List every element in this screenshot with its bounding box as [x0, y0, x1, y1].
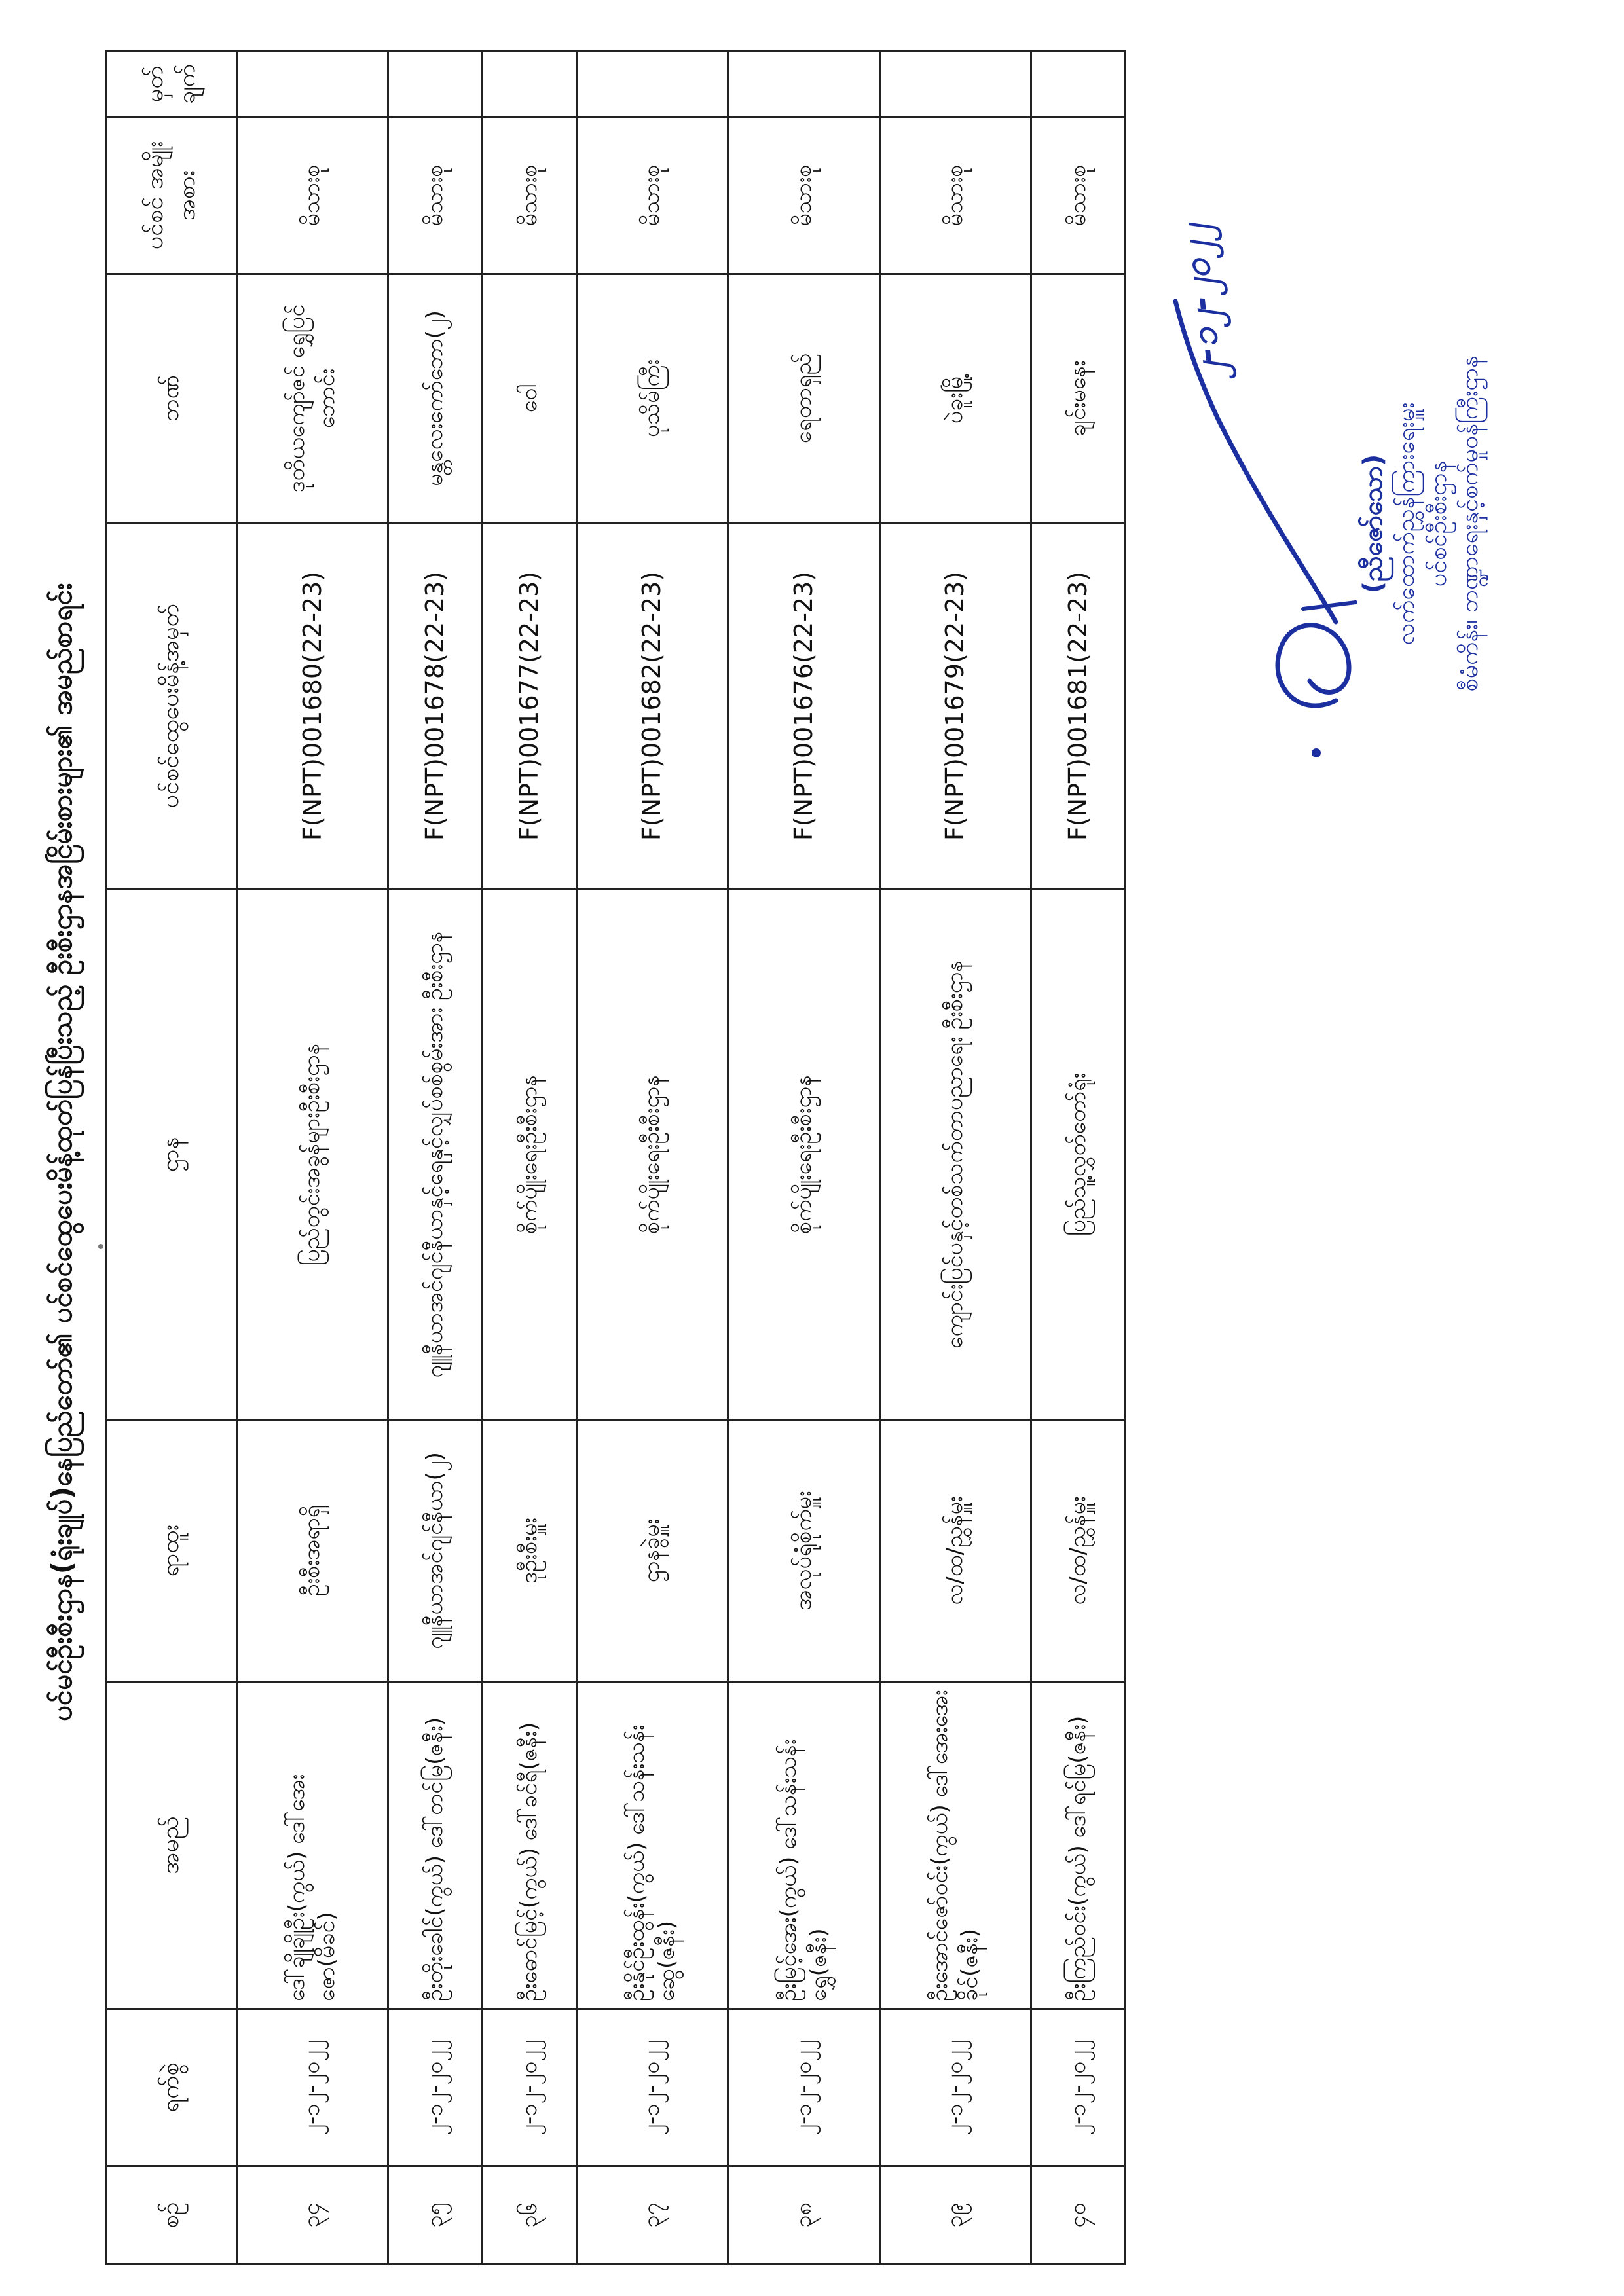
cell-department: ဂျူနီယာအင်ဂျင်နီယာနှင့်ရေနှင့်လျှပ်စစ်စွမ်းအား ဦးစီးဌာန — [388, 890, 483, 1420]
header-remark: မှတ် ချက် — [106, 52, 237, 117]
cell-date: ၂-၁၂-၂၀၂၂ — [483, 2009, 577, 2166]
cell-rank: ဒုဦးစီးမှူး — [483, 1420, 577, 1682]
cell-bank: ရေတာရှည် — [728, 274, 879, 523]
cell-no: ၄၀ — [1031, 2166, 1126, 2265]
cell-name: ဦးနိုင်ဦးထွန်း(ကွယ်) ဒေါ်သန်းသန်းဆွေ(ဇနီး) — [576, 1682, 728, 2009]
cell-department: စိုက်ပျိုးရေးဦးစီးဌာန — [483, 890, 577, 1420]
header-rank: ရာထူး — [106, 1420, 237, 1682]
cell-department: ပြည်သူ့လွှတ်တော်ရုံး — [1031, 890, 1126, 1420]
cell-department: ပြည်တွင်းအခွန်များဦးစီးဌာန — [237, 890, 388, 1420]
official-stamp — [1356, 229, 1486, 818]
cell-reg-no: F(NPT)001682(22-23) — [576, 523, 728, 890]
cell-bank: ချင်းမနေး — [1031, 274, 1126, 523]
cell-pension-type: မိသားစု — [483, 117, 577, 274]
signature-date: ၂-၁၂-၂၀၂၂ — [1172, 222, 1230, 382]
cell-remark — [879, 52, 1031, 117]
header-pension-type: ပင်စင် အမျိုးအစား — [106, 117, 237, 274]
cell-pension-type: မိသားစု — [388, 117, 483, 274]
stamp-name: (ညီဇော်သော) — [1358, 454, 1388, 594]
cell-name: ဦးအောင်ဇော်ဝင်း(ကွယ်) ဒေါ်အေးအေးခိုင်(ဇနီး) — [879, 1682, 1031, 2009]
cell-bank: မန္တလေးကော်ဘော(၂) — [388, 274, 483, 523]
cell-no: ၃၇ — [576, 2166, 728, 2265]
cell-pension-type: မိသားစု — [237, 117, 388, 274]
cell-rank: အလုပ်ရုံစိုက်မှူး — [728, 1420, 879, 1682]
table-row — [576, 52, 728, 2265]
header-department: ဌာန — [106, 890, 237, 1420]
cell-rank: ဌာနခွဲမှူး — [576, 1420, 728, 1682]
table-row — [388, 52, 483, 2265]
stamp-line: စီမံကိန်း၊ ဘဏ္ဍာရေးနှင့်စက်မှုဝန်ကြီးဌာန — [1456, 355, 1484, 692]
cell-reg-no: F(NPT)001679(22-23) — [879, 523, 1031, 890]
cell-remark — [237, 52, 388, 117]
cell-pension-type: မိသားစု — [728, 117, 879, 274]
cell-date: ၂-၁၂-၂၀၂၂ — [388, 2009, 483, 2166]
cell-date: ၂-၁၂-၂၀၂၂ — [237, 2009, 388, 2166]
header-bank: ဘဏ် — [106, 274, 237, 523]
header-name: အမည် — [106, 1682, 237, 2009]
header-date: ရက်စွဲ — [106, 2009, 237, 2166]
cell-bank: ပုသိမ်ကြီး — [576, 274, 728, 523]
cell-bank: ဝေါ — [483, 274, 577, 523]
cell-no: ၃၆ — [483, 2166, 577, 2265]
cell-reg-no: F(NPT)001678(22-23) — [388, 523, 483, 890]
cell-remark — [388, 52, 483, 117]
cell-no: ၃၅ — [388, 2166, 483, 2265]
cell-date: ၂-၁၂-၂၀၂၂ — [879, 2009, 1031, 2166]
table-row — [728, 52, 879, 2265]
cell-date: ၂-၁၂-၂၀၂၂ — [728, 2009, 879, 2166]
cell-remark — [1031, 52, 1126, 117]
cell-department: စိုက်ပျိုးရေးဦးစီးဌာန — [576, 890, 728, 1420]
cell-department: ကျောင်းပြင်ပနှင့်တစ်သက်တာပညာရေး ဦးစီးဌာန — [879, 890, 1031, 1420]
cell-no: ၃၄ — [237, 2166, 388, 2265]
cell-pension-type: မိသားစု — [576, 117, 728, 274]
cell-name: ဦးမြင့်အေး(ကွယ်) ဒေါ်သန်းသန်းရွှေ(ဇနီး) — [728, 1682, 879, 2009]
cell-remark — [576, 52, 728, 117]
table-header-row — [106, 52, 237, 2265]
document-title: ပင်မင်ဦးစီးဌာန(ရုံးချုပ်)နေပြည်တော်၏ ပင်စင်ထွေပေးမိန့်ထုတ်ပြန်ပြီးသည့် ဦးစီးဌာနအငြိမ်းစားများ၏ အမည်စာရင်း — [46, 583, 78, 1722]
pension-register-table — [105, 50, 1126, 2265]
cell-remark — [483, 52, 577, 117]
cell-bank: ပဲခူးမြို့ — [879, 274, 1031, 523]
cell-no: ၃၉ — [879, 2166, 1031, 2265]
header-reg-no: ပင်စင်ထွေပေးမိန့်အမှတ် — [106, 523, 237, 890]
cell-rank: ဦးစီးအရာရှိ — [237, 1420, 388, 1682]
stamp-line: ပင်စင်ဦးစီးဌာန — [1424, 460, 1452, 587]
cell-no: ၃၈ — [728, 2166, 879, 2265]
table-row — [1031, 52, 1126, 2265]
cell-name: ဦးဓောင်မြင့်(ကွယ်) ဒေါ်ခင်ရီ(ဇနီး) — [483, 1682, 577, 2009]
cell-pension-type: မိသားစု — [1031, 117, 1126, 274]
cell-reg-no: F(NPT)001681(22-23) — [1031, 523, 1126, 890]
cell-name: ဒေါ်ချိုချိုဦး(ကွယ်) ဒေါ်အေးဇော(မိခင်) — [237, 1682, 388, 2009]
cell-rank: ဂျူနီယာအင်ဂျင်နီယာ(၂) — [388, 1420, 483, 1682]
cell-date: ၂-၁၂-၂၀၂၂ — [576, 2009, 728, 2166]
cell-department: စိုက်ပျိုးရေးဦးစီးဌာန — [728, 890, 879, 1420]
cell-rank: လ/ထ/ညွှန်မှူး — [879, 1420, 1031, 1682]
cell-reg-no: F(NPT)001680(22-23) — [237, 523, 388, 890]
table-row — [237, 52, 388, 2265]
cell-remark — [728, 52, 879, 117]
rotated-content — [33, 26, 1559, 2278]
cell-rank: လ/ထ/ညွှန်မှူး — [1031, 1420, 1126, 1682]
cell-date: ၂-၁၂-၂၀၂၂ — [1031, 2009, 1126, 2166]
cell-pension-type: မိသားစု — [879, 117, 1031, 274]
signature-block — [1139, 65, 1545, 917]
cell-reg-no: F(NPT)001676(22-23) — [728, 523, 879, 890]
table-row — [483, 52, 577, 2265]
table-row — [879, 52, 1031, 2265]
header-no: စဉ် — [106, 2166, 237, 2265]
stamp-line: လက်ထောက်ညွှန်ကြားရေးမှူး — [1393, 402, 1420, 646]
cell-reg-no: F(NPT)001677(22-23) — [483, 523, 577, 890]
cell-name: ဦးတိုးခေါင်(ကွယ်) ဒေါ်တင်မြ(ဇနီး) — [388, 1682, 483, 2009]
cell-bank: ဒုတိယကျော်ဇင် ရွှေပြင်ဘောင်း — [237, 274, 388, 523]
cell-name: ဦးကြည်ဝင်း(ကွယ်) ဒေါ်ရင်မြ(ဇနီး) — [1031, 1682, 1126, 2009]
